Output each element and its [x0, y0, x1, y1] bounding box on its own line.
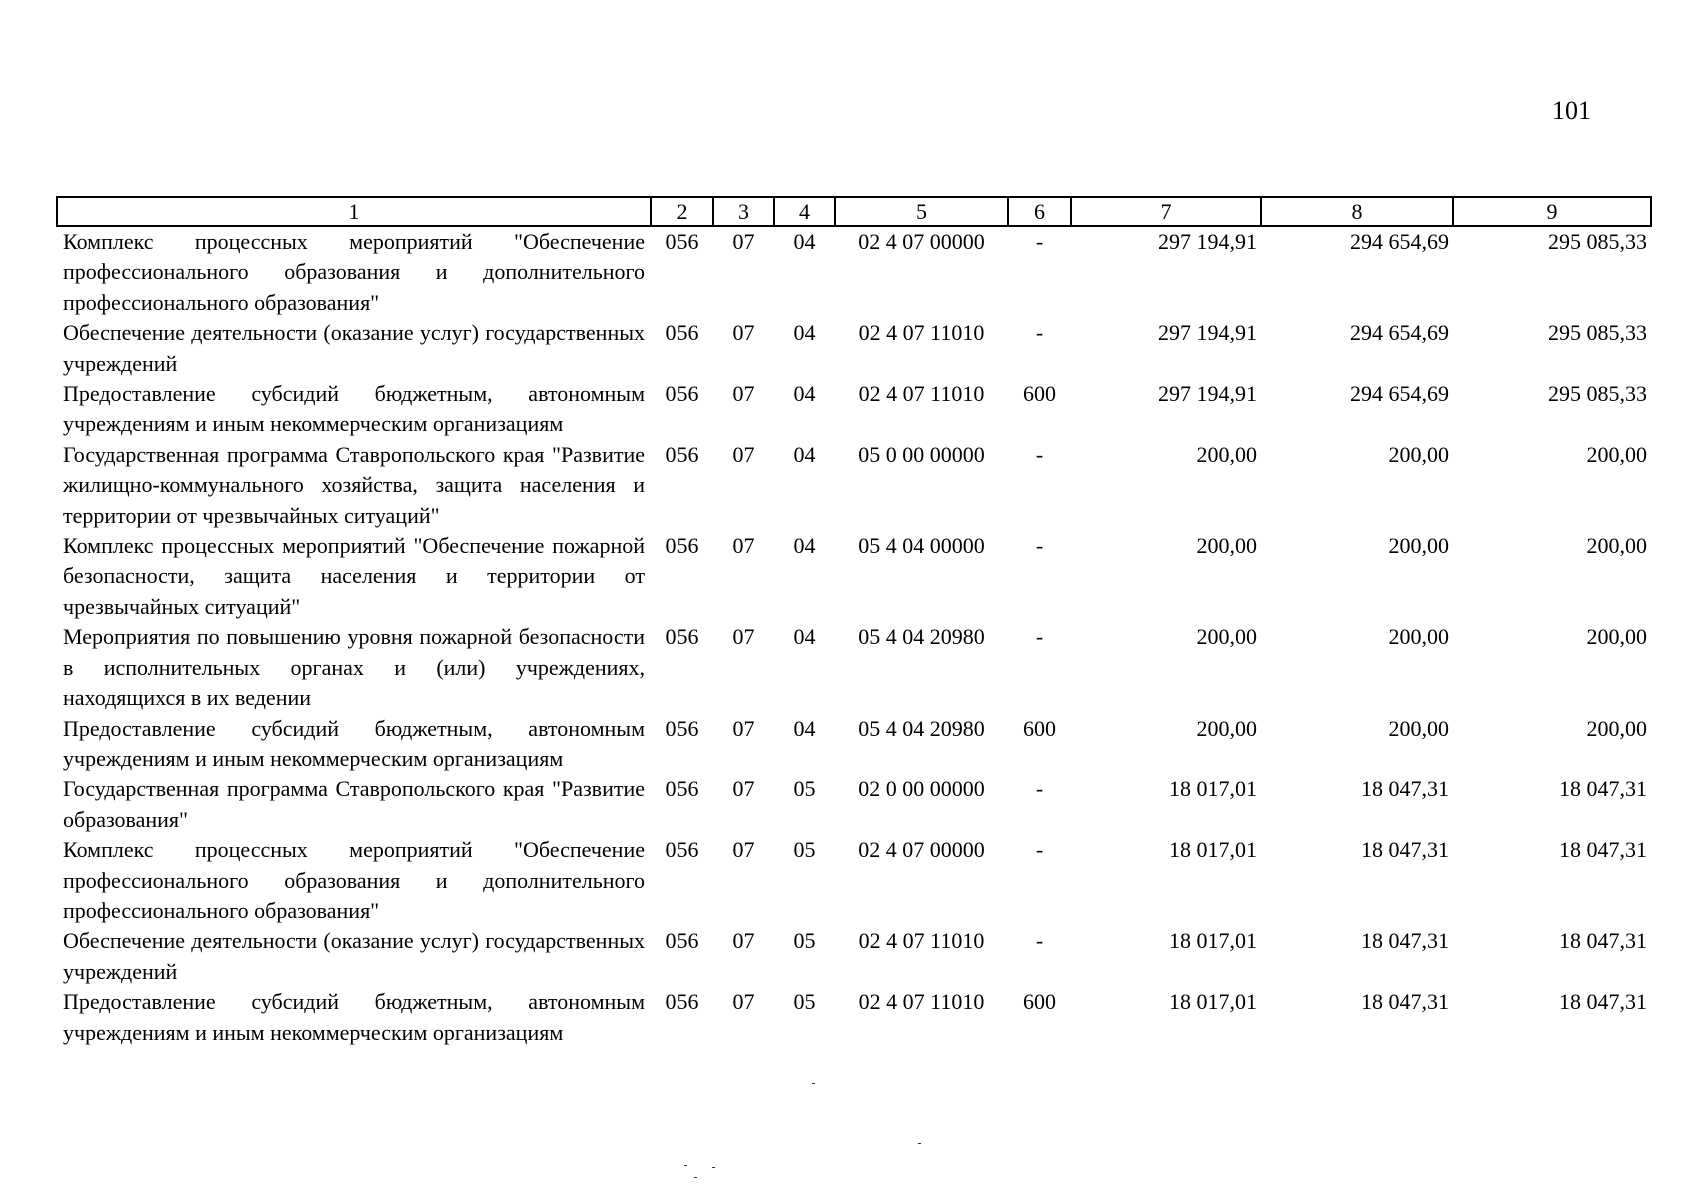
row-code-4: 04	[793, 381, 816, 407]
row-name: Предоставление субсидий бюджетным, автономным учреждениям и иным некоммерческим организациям	[63, 715, 645, 771]
column-header-3: 3	[713, 197, 774, 226]
table-row	[57, 531, 1651, 622]
column-header-6: 6	[1008, 197, 1071, 226]
row-value-7: 200,00	[1196, 624, 1257, 650]
row-value-7: 18 017,01	[1169, 989, 1257, 1015]
row-value-8: 294 654,69	[1350, 229, 1449, 254]
row-code-3: 07	[732, 928, 755, 954]
row-value-9: 295 085,33	[1548, 320, 1647, 346]
row-code-6: -	[1035, 837, 1044, 863]
column-header-7: 7	[1071, 197, 1261, 226]
row-name: Обеспечение деятельности (оказание услуг) государственных учреждений	[63, 320, 645, 376]
row-code-4: 04	[793, 715, 816, 741]
row-value-9: 200,00	[1586, 624, 1647, 650]
column-header-8: 8	[1261, 197, 1453, 226]
row-code-5: 05 4 04 00000	[858, 533, 985, 559]
row-code-4: 05	[793, 837, 816, 863]
table-row	[57, 926, 1651, 987]
row-name: Предоставление субсидий бюджетным, автономным учреждениям и иным некоммерческим организациям	[63, 381, 645, 437]
row-value-8: 200,00	[1388, 715, 1449, 741]
table-row	[57, 714, 1651, 775]
row-code-6: 600	[1023, 381, 1056, 407]
row-code-5: 02 4 07 00000	[858, 229, 985, 254]
row-value-7: 18 017,01	[1169, 776, 1257, 802]
row-code-5: 02 4 07 11010	[858, 320, 985, 346]
row-value-7: 297 194,91	[1158, 381, 1257, 407]
column-header-2: 2	[651, 197, 713, 226]
row-code-4: 04	[793, 229, 816, 254]
row-value-7: 18 017,01	[1169, 928, 1257, 954]
row-value-9: 295 085,33	[1548, 381, 1647, 407]
row-value-8: 18 047,31	[1361, 989, 1449, 1015]
scan-speck	[694, 1177, 697, 1178]
row-code-2: 056	[665, 776, 699, 802]
row-value-9: 18 047,31	[1559, 989, 1647, 1015]
row-value-9: 295 085,33	[1548, 229, 1647, 254]
row-code-6: 600	[1023, 989, 1056, 1015]
table-row	[57, 226, 1651, 318]
scan-speck	[812, 1083, 815, 1084]
row-code-2: 056	[665, 441, 699, 467]
row-code-5: 05 0 00 00000	[858, 441, 985, 467]
row-value-7: 297 194,91	[1158, 320, 1257, 346]
row-code-6: -	[1035, 320, 1044, 346]
row-name: Комплекс процессных мероприятий "Обеспечение профессионального образования и дополнительного профессионального образования"	[63, 837, 645, 923]
row-name: Комплекс процессных мероприятий "Обеспечение пожарной безопасности, защита населения и территории от чрезвычайных ситуаций"	[63, 533, 645, 619]
row-code-3: 07	[732, 715, 755, 741]
row-code-5: 02 4 07 11010	[858, 381, 985, 407]
row-code-6: -	[1035, 441, 1044, 467]
row-value-9: 18 047,31	[1559, 837, 1647, 863]
column-header-4: 4	[774, 197, 835, 226]
header-row	[57, 197, 1651, 226]
row-value-7: 297 194,91	[1158, 229, 1257, 254]
table-row	[57, 835, 1651, 926]
page-number: 101	[1552, 96, 1591, 125]
row-code-3: 07	[732, 381, 755, 407]
row-code-2: 056	[665, 229, 699, 254]
row-code-2: 056	[665, 837, 699, 863]
row-code-2: 056	[665, 624, 699, 650]
row-code-3: 07	[732, 533, 755, 559]
row-value-8: 294 654,69	[1350, 381, 1449, 407]
table-row	[57, 622, 1651, 713]
row-code-2: 056	[665, 381, 699, 407]
row-code-6: -	[1035, 533, 1044, 559]
row-value-8: 18 047,31	[1361, 776, 1449, 802]
row-code-3: 07	[732, 989, 755, 1015]
scan-speck	[712, 1167, 715, 1168]
row-value-8: 294 654,69	[1350, 320, 1449, 346]
row-name: Комплекс процессных мероприятий "Обеспечение профессионального образования и дополнительного профессионального образования"	[63, 229, 645, 315]
row-name: Государственная программа Ставропольского края "Развитие образования"	[63, 776, 645, 832]
row-code-6: -	[1035, 624, 1044, 650]
row-value-9: 18 047,31	[1559, 776, 1647, 802]
row-code-4: 04	[793, 320, 816, 346]
row-code-2: 056	[665, 320, 699, 346]
column-header-1: 1	[57, 197, 651, 226]
table-row	[57, 318, 1651, 379]
row-code-3: 07	[732, 320, 755, 346]
table-row	[57, 379, 1651, 440]
row-code-5: 02 4 07 11010	[858, 989, 985, 1015]
table-row	[57, 440, 1651, 531]
row-value-7: 200,00	[1196, 715, 1257, 741]
row-name: Мероприятия по повышению уровня пожарной безопасности в исполнительных органах и (или) учреждениях, находящихся в их ведении	[63, 624, 645, 711]
row-value-8: 18 047,31	[1361, 928, 1449, 954]
scan-speck	[918, 1143, 921, 1144]
row-code-6: -	[1035, 776, 1044, 802]
row-code-5: 05 4 04 20980	[858, 624, 985, 650]
table-row	[57, 987, 1651, 1048]
row-code-5: 02 4 07 00000	[858, 837, 985, 863]
row-value-7: 200,00	[1196, 441, 1257, 467]
row-code-5: 02 0 00 00000	[858, 776, 985, 802]
row-value-7: 18 017,01	[1169, 837, 1257, 863]
row-code-4: 04	[793, 441, 816, 467]
row-code-4: 05	[793, 928, 816, 954]
row-code-4: 04	[793, 624, 816, 650]
row-name: Предоставление субсидий бюджетным, автономным учреждениям и иным некоммерческим организациям	[63, 989, 645, 1045]
table-body	[57, 226, 1651, 1048]
row-name: Обеспечение деятельности (оказание услуг) государственных учреждений	[63, 928, 645, 984]
row-code-3: 07	[732, 441, 755, 467]
row-value-9: 200,00	[1586, 441, 1647, 467]
row-name: Государственная программа Ставропольского края "Развитие жилищно-коммунального хозяйства, защита населения и территории от чрезвычайных ситуаций"	[63, 441, 645, 528]
row-value-9: 200,00	[1586, 533, 1647, 559]
row-value-7: 200,00	[1196, 533, 1257, 559]
row-code-2: 056	[665, 715, 699, 741]
row-code-2: 056	[665, 928, 699, 954]
row-value-8: 200,00	[1388, 624, 1449, 650]
row-code-5: 05 4 04 20980	[858, 715, 985, 741]
row-code-6: -	[1035, 229, 1044, 254]
row-value-8: 200,00	[1388, 533, 1449, 559]
row-code-5: 02 4 07 11010	[858, 928, 985, 954]
row-code-3: 07	[732, 229, 755, 254]
row-code-2: 056	[665, 989, 699, 1015]
column-header-5: 5	[835, 197, 1008, 226]
column-header-9: 9	[1453, 197, 1651, 226]
row-value-8: 200,00	[1388, 441, 1449, 467]
row-code-6: 600	[1023, 715, 1056, 741]
row-code-3: 07	[732, 837, 755, 863]
scan-speck	[684, 1165, 687, 1166]
row-code-2: 056	[665, 533, 699, 559]
row-value-9: 200,00	[1586, 715, 1647, 741]
row-value-9: 18 047,31	[1559, 928, 1647, 954]
row-code-4: 04	[793, 533, 816, 559]
row-code-6: -	[1035, 928, 1044, 954]
table-row	[57, 774, 1651, 835]
budget-table	[56, 196, 1652, 1048]
row-code-4: 05	[793, 776, 816, 802]
row-code-3: 07	[732, 624, 755, 650]
row-code-4: 05	[793, 989, 816, 1015]
row-value-8: 18 047,31	[1361, 837, 1449, 863]
table-header	[57, 197, 1651, 226]
row-code-3: 07	[732, 776, 755, 802]
